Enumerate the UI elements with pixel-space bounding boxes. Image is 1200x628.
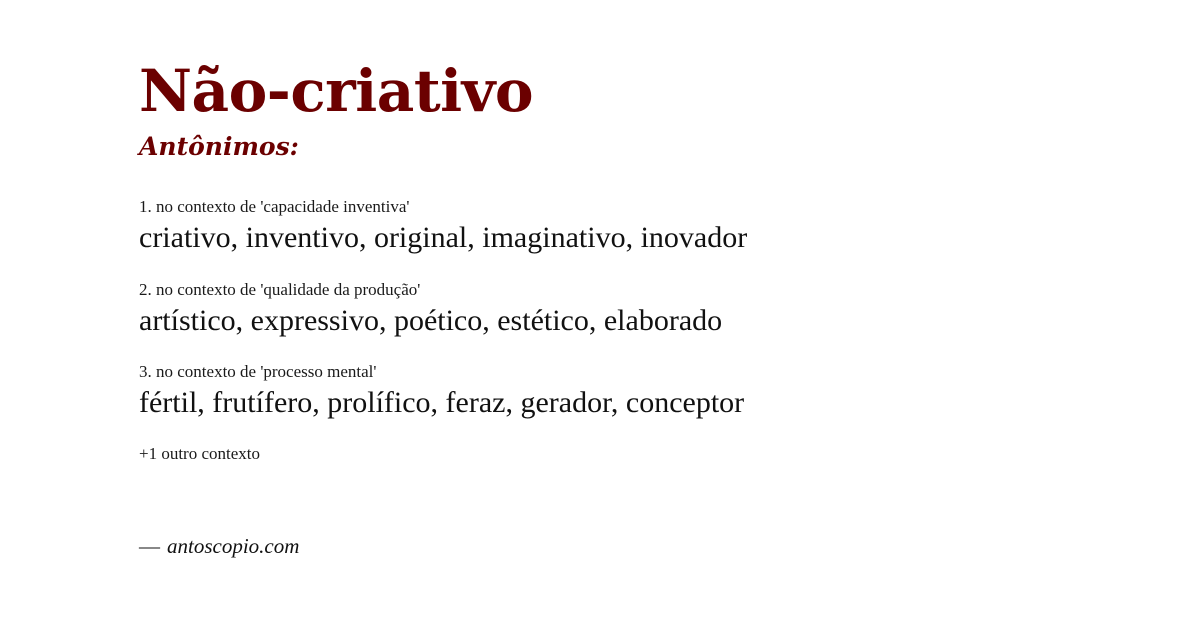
list-item xyxy=(139,196,1139,257)
sense-synonyms: fértil, frutífero, prolífico, feraz, gerador, conceptor xyxy=(139,386,745,420)
source-label: antoscopio.com xyxy=(167,534,300,558)
list-item xyxy=(139,361,1139,422)
section-subtitle: Antônimos: xyxy=(139,132,299,161)
sense-context: 3. no contexto de 'processo mental' xyxy=(139,362,377,382)
sense-synonyms: criativo, inventivo, original, imaginativo, inovador xyxy=(139,221,748,255)
sense-synonyms: artístico, expressivo, poético, estético, elaborado xyxy=(139,303,723,337)
sense-context: 1. no contexto de 'capacidade inventiva' xyxy=(139,197,410,216)
senses-list xyxy=(139,196,1139,464)
list-item xyxy=(139,279,1139,340)
source-attribution xyxy=(139,534,299,559)
page-title: Não-criativo xyxy=(139,57,534,125)
em-dash: — xyxy=(139,534,160,558)
more-contexts-note: +1 outro contexto xyxy=(139,443,261,463)
sense-context: 2. no contexto de 'qualidade da produção' xyxy=(139,279,421,299)
